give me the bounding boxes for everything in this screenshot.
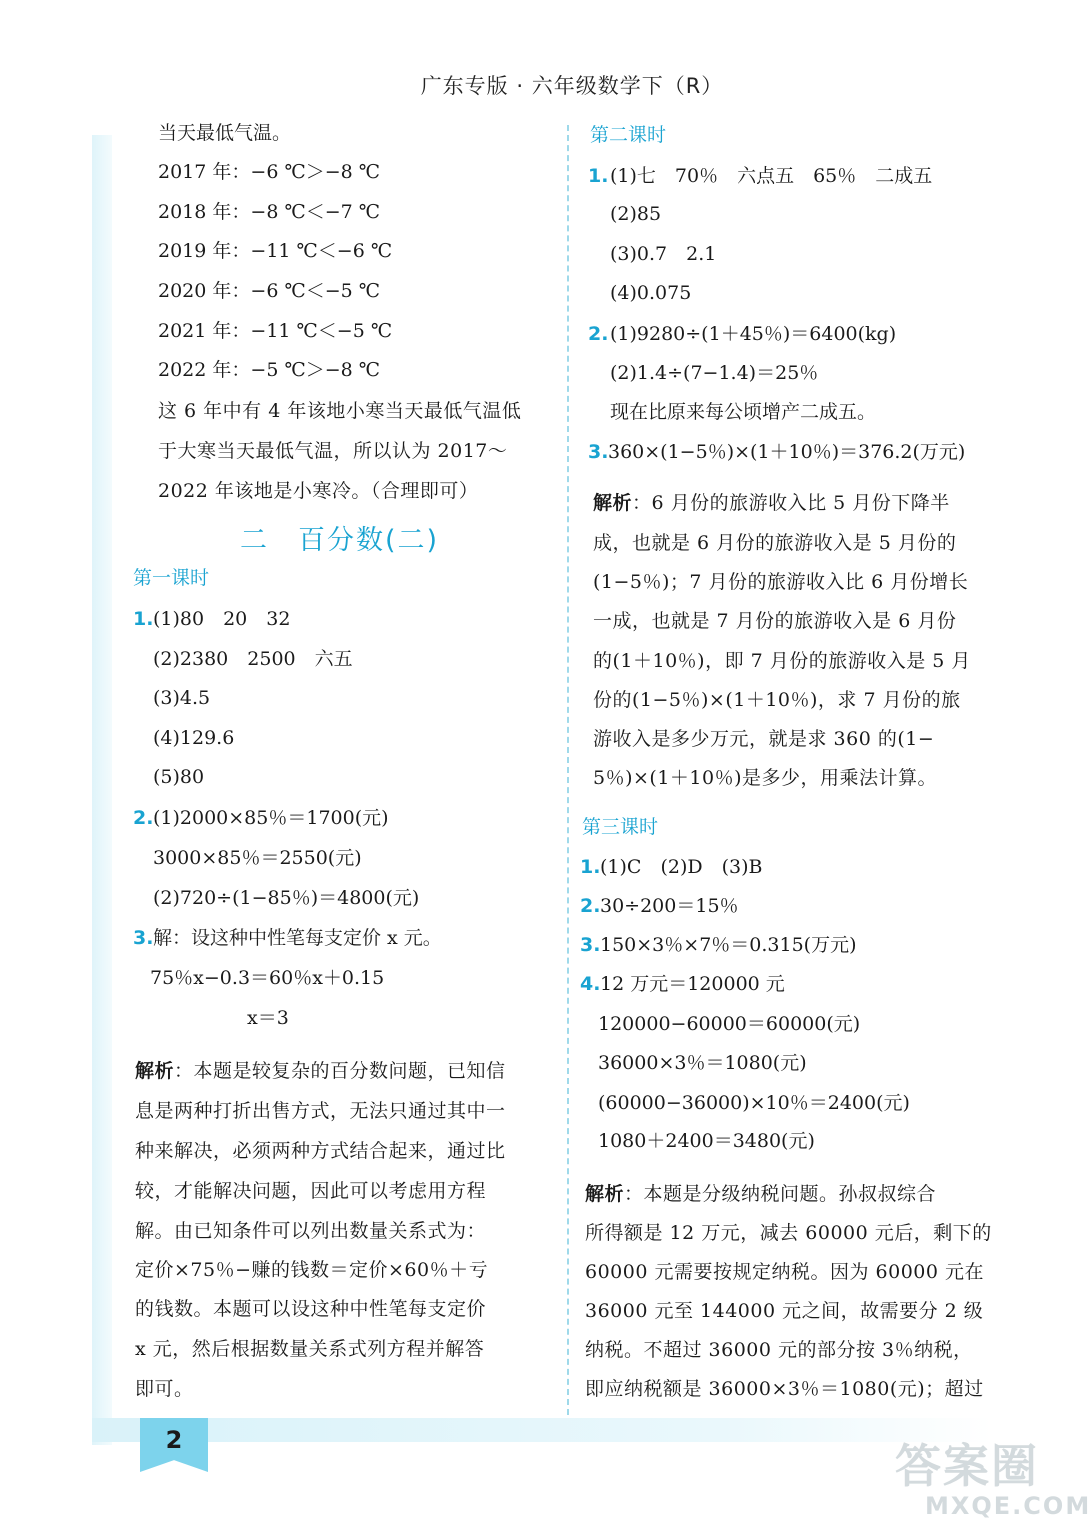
analysis-line: 游收入是多少万元，就是求 360 的(1− xyxy=(593,728,935,750)
question-number: 2. xyxy=(588,323,609,345)
analysis-line: 定价×75％−赚的钱数＝定价×60％＋亏 xyxy=(135,1259,489,1281)
analysis-line: 成，也就是 6 月份的旅游收入是 5 月份的 xyxy=(593,532,957,554)
answer-line: (2)85 xyxy=(610,203,662,225)
answer-line: 1080＋2400＝3480(元) xyxy=(598,1130,815,1152)
analysis-line: ：6 月份的旅游收入比 5 月份下降半 xyxy=(632,492,950,514)
lesson3-heading: 第三课时 xyxy=(582,816,659,838)
answer-line: 360×(1−5％)×(1＋10％)＝376.2(万元) xyxy=(608,441,966,463)
analysis-label: 解析 xyxy=(593,492,633,514)
question-number: 1. xyxy=(133,608,154,630)
analysis-line: ：本题是较复杂的百分数问题，已知信 xyxy=(174,1060,506,1082)
intro-line: 当天最低气温。 xyxy=(158,122,292,144)
analysis-line: 的钱数。本题可以设这种中性笔每支定价 xyxy=(135,1298,487,1320)
analysis-line: x 元，然后根据数量关系式列方程并解答 xyxy=(135,1338,485,1360)
answer-line: (1)七 70％ 六点五 65％ 二成五 xyxy=(610,165,933,187)
conclusion-line: 这 6 年中有 4 年该地小寒当天最低气温低 xyxy=(158,400,522,422)
equation-line: 75％x−0.3＝60％x＋0.15 xyxy=(150,967,385,989)
watermark-url: MXQE.COM xyxy=(925,1492,1091,1520)
answer-line: 30÷200＝15％ xyxy=(600,895,739,917)
answer-line: (60000−36000)×10％＝2400(元) xyxy=(598,1092,910,1114)
watermark-text: 答案圈 xyxy=(895,1439,1039,1493)
temp-2017: 2017 年：−6 ℃＞−8 ℃ xyxy=(158,161,380,183)
answer-line: 12 万元＝120000 元 xyxy=(600,973,785,995)
answer-line: 解：设这种中性笔每支定价 x 元。 xyxy=(153,927,442,949)
question-number: 2. xyxy=(580,895,601,917)
temp-2022: 2022 年：−5 ℃＞−8 ℃ xyxy=(158,359,380,381)
question-number: 2. xyxy=(133,807,154,829)
analysis-line: 60000 元需要按规定纳税。因为 60000 元在 xyxy=(585,1261,985,1283)
lesson2-heading: 第二课时 xyxy=(590,124,667,146)
analysis-line: 所得额是 12 万元，减去 60000 元后，剩下的 xyxy=(585,1222,992,1244)
answer-line: (3)4.5 xyxy=(153,687,211,709)
equation-result: x＝3 xyxy=(247,1007,289,1029)
temp-2018: 2018 年：−8 ℃＜−7 ℃ xyxy=(158,201,380,223)
analysis-label: 解析 xyxy=(135,1060,175,1082)
answer-line: 36000×3％＝1080(元) xyxy=(598,1052,807,1074)
left-decor-band xyxy=(92,135,112,1445)
question-number: 1. xyxy=(580,856,601,878)
analysis-line: 一成，也就是 7 月份的旅游收入是 6 月份 xyxy=(593,610,957,632)
answer-line: (3)0.7 2.1 xyxy=(610,243,717,265)
answer-line: (1)2000×85％＝1700(元) xyxy=(153,807,389,829)
page-header: 广东专版 · 六年级数学下（R） xyxy=(420,74,724,98)
answer-line: (5)80 xyxy=(153,766,205,788)
bottom-decor-band xyxy=(92,1418,992,1442)
answer-line: (4)0.075 xyxy=(610,282,692,304)
answer-line: (2)720÷(1−85％)＝4800(元) xyxy=(153,887,420,909)
analysis-line: (1−5％)；7 月份的旅游收入比 6 月份增长 xyxy=(593,571,969,593)
answer-line: (1)9280÷(1＋45％)＝6400(kg) xyxy=(610,323,897,345)
lesson1-heading: 第一课时 xyxy=(133,567,210,589)
temp-2021: 2021 年：−11 ℃＜−5 ℃ xyxy=(158,320,393,342)
page-number: 2 xyxy=(165,1426,183,1454)
analysis-line: 的(1＋10％)，即 7 月份的旅游收入是 5 月 xyxy=(593,650,971,672)
analysis-line: 36000 元至 144000 元之间，故需要分 2 级 xyxy=(585,1300,984,1322)
answer-line: (2)1.4÷(7−1.4)＝25％ xyxy=(610,362,819,384)
watermark-logo xyxy=(895,1430,1091,1530)
analysis-line: 种来解决，必须两种方式结合起来，通过比 xyxy=(135,1140,506,1162)
chapter-title: 二 百分数(二) xyxy=(240,525,440,556)
question-number: 3. xyxy=(133,927,154,949)
answer-line: (2)2380 2500 六五 xyxy=(153,648,353,670)
question-number: 1. xyxy=(588,165,609,187)
answer-line: 现在比原来每公顷增产二成五。 xyxy=(610,401,877,423)
column-divider xyxy=(567,125,569,1415)
analysis-line: 解。由已知条件可以列出数量关系式为： xyxy=(135,1220,487,1242)
analysis-line: 较，才能解决问题，因此可以考虑用方程 xyxy=(135,1180,487,1202)
question-number: 3. xyxy=(588,441,609,463)
answer-line: (1)C (2)D (3)B xyxy=(600,856,763,878)
answer-line: (4)129.6 xyxy=(153,727,235,749)
question-number: 3. xyxy=(580,934,601,956)
analysis-line: 5％)×(1＋10％)是多少，用乘法计算。 xyxy=(593,767,938,789)
analysis-line: 纳税。不超过 36000 元的部分按 3％纳税， xyxy=(585,1339,973,1361)
answer-line: 120000−60000＝60000(元) xyxy=(598,1013,861,1035)
analysis-line: ：本题是分级纳税问题。孙叔叔综合 xyxy=(624,1183,937,1205)
question-number: 4. xyxy=(580,973,601,995)
temp-2020: 2020 年：−6 ℃＜−5 ℃ xyxy=(158,280,380,302)
analysis-line: 即可。 xyxy=(135,1378,194,1400)
analysis-label: 解析 xyxy=(585,1183,625,1205)
analysis-line: 息是两种打折出售方式，无法只通过其中一 xyxy=(135,1100,506,1122)
analysis-line: 即应纳税额是 36000×3％＝1080(元)；超过 xyxy=(585,1378,984,1400)
answer-line: (1)80 20 32 xyxy=(153,608,291,630)
temp-2019: 2019 年：−11 ℃＜−6 ℃ xyxy=(158,240,393,262)
answer-line: 3000×85％＝2550(元) xyxy=(153,847,362,869)
conclusion-line: 于大寒当天最低气温，所以认为 2017～ xyxy=(158,440,508,462)
analysis-line: 份的(1−5％)×(1＋10％)，求 7 月份的旅 xyxy=(593,689,961,711)
conclusion-line: 2022 年该地是小寒冷。（合理即可） xyxy=(158,480,479,502)
answer-line: 150×3％×7％＝0.315(万元) xyxy=(600,934,857,956)
